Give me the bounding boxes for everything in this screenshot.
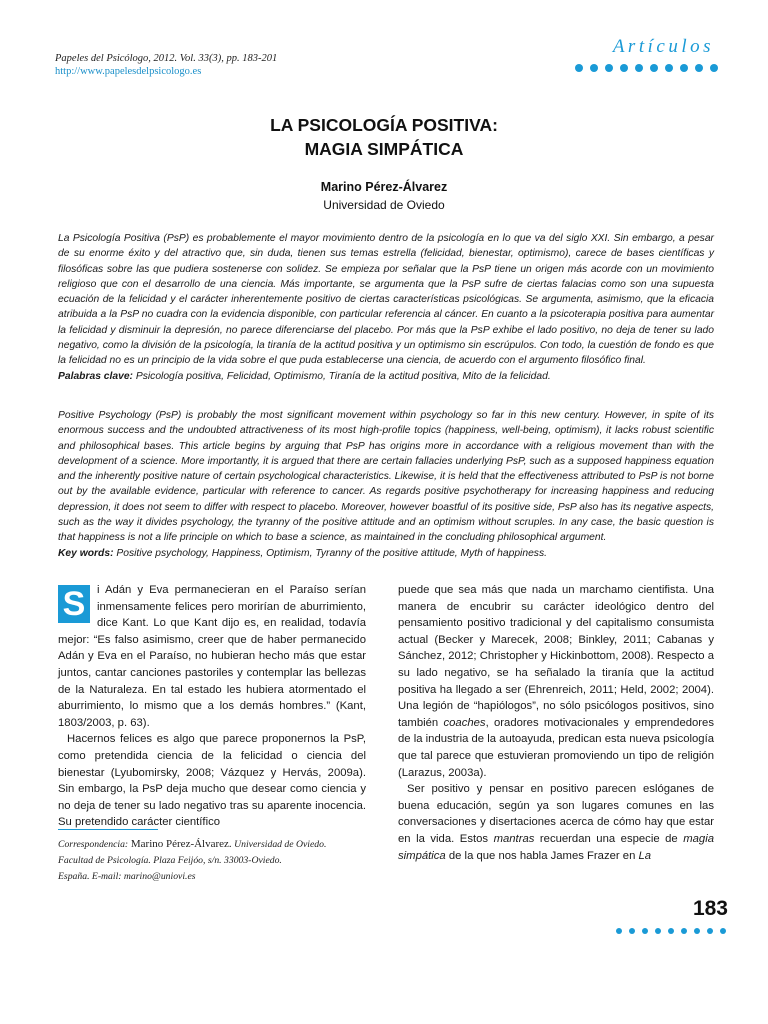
body-column-right <box>398 582 714 864</box>
title-line-2: MAGIA SIMPÁTICA <box>304 139 464 159</box>
body-paragraph: puede que sea más que nada un marchamo cientifista. Una manera de encubrir su carácter ideológico dentro del pensamiento positivo tradicional y del capitalismo consumista actual (Becker y Marecek, 2008; Binkley, 2011; Cabanas y Sánchez, 2012; Christopher y Hickinbottom, 2008). Respecto a su lado negativo, se ha señalado la tiranía que la actitud positiva ha llegado a ser (Ehrenreich, 2011; Held, 2002; 2004). Una legión de “hapiólogos”, no sólo psicólogos positivos, sino también coaches, oradores motivacionales y emprendedores de la industria de la autoayuda, predican esta nueva psicología que tal parece que estuvieran promoviendo un tipo de religión (Larazus, 2003a). <box>398 584 714 779</box>
journal-citation-block <box>55 52 435 78</box>
page-number: 183 <box>692 897 728 920</box>
abstract-spanish <box>58 231 714 384</box>
keywords-label-spanish: Palabras clave: <box>58 370 133 382</box>
abstract-english <box>58 408 714 561</box>
decorative-dots-bottom <box>616 928 726 934</box>
section-label: Artículos <box>612 36 714 57</box>
article-title <box>150 113 618 161</box>
correspondent-name: Marino Pérez-Álvarez. <box>128 838 232 850</box>
abstract-spanish-text: La Psicología Positiva (PsP) es probablemente el mayor movimiento dentro de la psicología en lo que va del siglo XXI. Sin embargo, a pesar de su enorme éxito y del atractivo que, sin duda, tienen sus temas estrella (felicidad, bienestar, optimismo), carece de bases científicas y filosóficas sobre las que pudiera sostenerse con solidez. Se empieza por señalar que la PsP tiene un origen más acorde con un movimiento religioso que con el desarrollo de una ciencia. Más importante, se argumenta que la PsP sufre de ciertas falacias como son una supuesta ecuación de la felicidad y el carácter inherentemente positivo de ciertas características psicológicas. Se argumenta, asimismo, que la eficacia atribuida a la PsP no cuadra con la evidencia disponible, con particular referencia al cáncer. En cuanto a la psicoterapia positiva para aumentar la felicidad y disminuir la depresión, no parece diferenciarse del placebo. Por más que la PsP exhibe el lado positivo, no deja de tener su lado negativo, como la división de la psicología, la tiranía de la actitud positiva y un optimismo sin escrúpulos. Con todo, la cuestión de fondo es que la felicidad no es un principio de la vida sobre el que pudа establecerse una ciencia, de acuerdo con el argumento filosófico final. <box>58 233 714 367</box>
body-column-left <box>58 582 366 831</box>
abstract-english-text: Positive Psychology (PsP) is probably the most significant movement within psychology so far in this new century. However, in spite of its enormous success and the undoubted attractiveness of its most high-profile topics (happiness, well-being, optimism), it lacks robust scientific and philosophical bases. This article begins by arguing that PsP has origins more in accordance with a religious movement than with the development of a science. More importantly, it is argued that there are certain fallacies underlying PsP, such as a supposed happiness equation and the inherently positive nature of certain psychological characteristics. Likewise, it is held that the effectiveness attributed to PsP is not borne out by the available evidence, particular with reference to cancer. As regards positive psychotherapy for increasing happiness and reducing depression, it does not seem to differ with respect to placebo. Moreover, however boastful of its positive side, PsP also has its negative aspects, such as the way it divides psychology, the tyranny of the positive attitude and an optimism without scruples. In any case, the basic question is that happiness is not a life principle on which to base a science, as maintained in the concluding philosophical argument. <box>58 410 714 544</box>
keywords-spanish: Psicología positiva, Felicidad, Optimismo, Tiranía de la actitud positiva, Mito de la felicidad. <box>133 370 551 382</box>
keywords-label-english: Key words: <box>58 547 114 559</box>
author-name: Marino Pérez-Álvarez <box>320 180 448 194</box>
correspondence-footnote: Correspondencia: Marino Pérez-Álvarez. Universidad de Oviedo. Facultad de Psicología. Plaza Feijóo, s/n. 33003-Oviedo. España. E-mail: marino@uniovi.es <box>58 838 327 882</box>
decorative-dots-top <box>575 64 718 72</box>
journal-url-link[interactable]: http://www.papelesdelpsicologo.es <box>55 66 202 77</box>
footnote-divider <box>58 829 158 830</box>
correspondent-email: España. E-mail: marino@uniovi.es <box>58 871 196 882</box>
journal-citation: Papeles del Psicólogo, 2012. Vol. 33(3), pp. 183-201 <box>55 53 278 64</box>
drop-cap: S <box>58 585 90 623</box>
keywords-english: Positive psychology, Happiness, Optimism, Tyranny of the positive attitude, Myth of happiness. <box>113 547 547 559</box>
author-affiliation: Universidad de Oviedo <box>323 198 445 212</box>
body-paragraph: Ser positivo y pensar en positivo parecen eslóganes de buena educación, según ya son lugares comunes en las conversaciones y disertaciones acerca de cómo hay que estar en la vida. Estos mantras recuerdan una especie de magia simpática de la que nos habla James Frazer en La <box>398 783 715 862</box>
body-paragraph: Hacernos felices es algo que parece proponernos la PsP, como pretendida ciencia de la felicidad o ciencia del bienestar (Lyubomirsky, 2008; Vázquez y Hervás, 2009a). Sin embargo, la PsP deja mucho que desear como ciencia y no deja de tener su lado negativo tras su aparente inocencia. Su pretendido carácter científico <box>58 733 366 829</box>
title-line-1: LA PSICOLOGÍA POSITIVA: <box>270 115 498 135</box>
body-paragraph: S i Adán y Eva permanecieran en el Paraíso serían inmensamente felices pero morirían de aburrimiento, dice Kant. Lo que Kant dijo es, en realidad, todavía mejor: “Es falso asimismo, creer que de haber permanecido Adán y Eva en el Paraíso, no hubieran hecho más que estar juntos, cantar canciones pastoriles y contemplar las bellezas de la Naturaleza. En tal estado les hubiera atormentado el aburrimiento, lo mismo que a los demás hombres.” (Kant, 1803/2003, p. 63). <box>58 584 366 729</box>
